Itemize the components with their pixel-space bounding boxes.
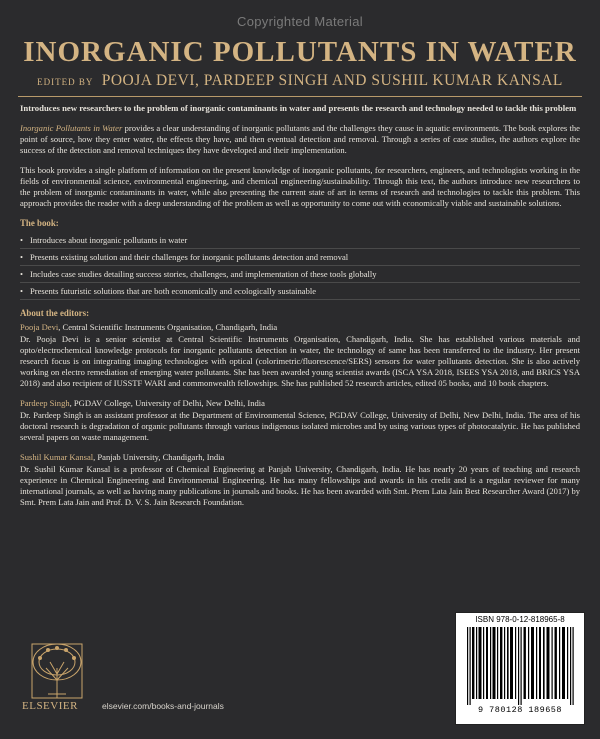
editor-name: Sushil Kumar Kansal [20, 452, 94, 462]
publisher-name: ELSEVIER [22, 700, 78, 712]
isbn-barcode [455, 612, 585, 725]
editor-bio: Dr. Sushil Kumar Kansal is a professor of Chemical Engineering at Panjab University, Chandigarh, India. He has nearly 20 years of teaching and research experience in Chemical Engineering and Environmental Engineering. He has many fellowships and awards in his credit and is a regular reviewer for many international journals, as well as having many publications in journals and books. He has been awarded with Smt. Prem Lata Jain Best Researcher Award (2017) by Smt. Prem Lata Jain and Prof. D. V. S. Jain Research Foundation. [20, 464, 580, 507]
intro-book-title: Inorganic Pollutants in Water [20, 123, 123, 133]
editor-names: POOJA DEVI, PARDEEP SINGH AND SUSHIL KUMAR KANSAL [101, 72, 563, 89]
editors-line [0, 72, 600, 90]
editor-affiliation: , Panjab University, Chandigarh, India [93, 452, 225, 462]
book-title: INORGANIC POLLUTANTS IN WATER [23, 36, 577, 68]
list-item: • Includes case studies detailing success stories, challenges, and implementation of these tools globally [20, 266, 580, 283]
list-item: • Introduces about inorganic pollutants in water [20, 232, 580, 249]
editor-block-kansal [20, 452, 580, 508]
barcode-bars [465, 627, 577, 705]
book-bullet-list [20, 232, 580, 300]
editor-bio: Dr. Pardeep Singh is an assistant professor at the Department of Environmental Science, PGDAV College, University of Delhi, New Delhi, India. The area of his doctoral research is degradation of organic pollutants through various indigenous isolated microbes and by using various types of photocatalytic. He has published several papers on waste management. [20, 410, 580, 442]
book-section-heading: The book: [20, 218, 59, 228]
intro-text: provides a clear understanding of inorganic pollutants and the challenges they cause in aquatic environments. The book explores the point of source, how they enter water, the effects they have, and then eventual detection and removal. Through a series of case studies, the authors explore the success of the detection and removal techniques they have developed and their implementation. [20, 123, 580, 155]
editor-affiliation: , PGDAV College, University of Delhi, New Delhi, India [69, 398, 265, 408]
list-item: • Presents existing solution and their challenges for inorganic pollutants detection and removal [20, 249, 580, 266]
editor-heading [20, 322, 580, 333]
list-item: • Presents futuristic solutions that are both economically and ecologically sustainable [20, 283, 580, 300]
watermark: Copyrighted Material [237, 14, 363, 29]
description-paragraph: This book provides a single platform of information on the present knowledge of inorganic pollutants, for researchers, engineers, and technologists working in the fields of environmental science, environmental engineering, and chemical engineering/sustainability. Through this text, the authors introduce new researchers to the problem of inorganic contaminants in water, while also presenting the current state of art in terms of research and technologies to tackle this problem. This approach provides the reader with a deep understanding of the problem as well as opportunity to come out with economically viable and sustainable solutions. [20, 165, 580, 208]
editors-section-heading: About the editors: [20, 308, 90, 318]
intro-paragraph [20, 123, 580, 156]
title-divider [18, 96, 582, 97]
editor-affiliation: , Central Scientific Instruments Organisation, Chandigarh, India [58, 322, 278, 332]
editor-heading [20, 452, 580, 463]
editor-heading [20, 398, 580, 409]
editor-block-devi [20, 322, 580, 389]
back-cover-text [20, 103, 580, 517]
editor-name: Pardeep Singh [20, 398, 70, 408]
editor-block-singh [20, 398, 580, 443]
publisher-url: elsevier.com/books-and-journals [102, 701, 224, 711]
editor-name: Pooja Devi [20, 322, 59, 332]
isbn-number: ISBN 978-0-12-818965-8 [475, 615, 565, 624]
lead-summary: Introduces new researchers to the problem of inorganic contaminants in water and presents the research and technology needed to tackle this problem [20, 103, 577, 113]
edited-by-prefix: EDITED BY [37, 77, 94, 87]
barcode-digits: 9 780128 189658 [477, 705, 562, 715]
editor-bio: Dr. Pooja Devi is a senior scientist at Central Scientific Instruments Organisation, Chandigarh, India. She has established various materials and opto/electrochemical knowledge protocols for inorganic pollutants detection in water, the technology of same has been transferred to the industry. Her present research focus is on integrating imaging technologies with optical (colorimetric/fluorescence/SERS) sensors for water pollutants detection. She is also actively working on electro remediation of emerging water pollutants. She has been awarded young scientist awards (ISCA YSA 2018, ISEES YSA 2018, and BRICS YSA 2018) and also recipient of IUSSTF WARI and commonwealth fellowships. She has published 52 research articles, edited 05 books, and 10 book chapters. [20, 334, 580, 388]
